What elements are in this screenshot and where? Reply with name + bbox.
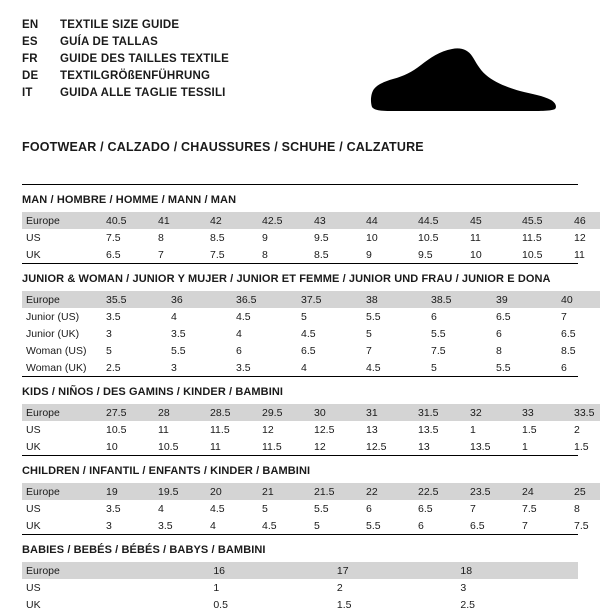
section-title: BABIES / BEBÉS / BÉBÉS / BABYS / BAMBINI bbox=[22, 544, 266, 556]
size-cell: 4 bbox=[301, 361, 307, 374]
row-label: Woman (UK) bbox=[26, 361, 87, 374]
size-cell: 29.5 bbox=[256, 404, 308, 421]
language-title: GUÍA DE TALLAS bbox=[60, 36, 158, 48]
page-header bbox=[22, 18, 578, 126]
dress-shoe-icon bbox=[350, 34, 570, 126]
language-code: EN bbox=[22, 19, 39, 31]
table-row bbox=[22, 342, 600, 359]
size-cell: 12 bbox=[314, 440, 326, 453]
size-cell: 33.5 bbox=[568, 404, 600, 421]
size-cell: 5 bbox=[106, 344, 112, 357]
size-cell: 6 bbox=[496, 327, 502, 340]
size-cell: 5 bbox=[431, 361, 437, 374]
size-cell: 19 bbox=[100, 483, 152, 500]
table-row bbox=[22, 212, 600, 229]
size-cell: 12.5 bbox=[314, 423, 335, 436]
row-label: Europe bbox=[22, 562, 207, 579]
size-cell: 6 bbox=[418, 519, 424, 532]
size-cell: 4.5 bbox=[262, 519, 277, 532]
size-tables bbox=[22, 184, 595, 613]
language-title: GUIDE DES TAILLES TEXTILE bbox=[60, 53, 229, 65]
size-cell: 7.5 bbox=[522, 502, 537, 515]
size-cell: 41 bbox=[152, 212, 204, 229]
size-cell: 8.5 bbox=[210, 231, 225, 244]
size-cell: 20 bbox=[204, 483, 256, 500]
size-cell: 7 bbox=[366, 344, 372, 357]
size-cell: 3 bbox=[106, 519, 112, 532]
size-cell: 4.5 bbox=[236, 310, 251, 323]
language-code: FR bbox=[22, 53, 38, 65]
size-cell: 3 bbox=[171, 361, 177, 374]
size-cell: 4 bbox=[171, 310, 177, 323]
size-cell: 30 bbox=[308, 404, 360, 421]
size-cell: 17 bbox=[331, 562, 455, 579]
size-cell: 3.5 bbox=[106, 310, 121, 323]
table-row bbox=[22, 404, 600, 421]
size-cell: 13 bbox=[366, 423, 378, 436]
language-title: GUIDA ALLE TAGLIE TESSILI bbox=[60, 87, 226, 99]
section-title: MAN / HOMBRE / HOMME / MANN / MAN bbox=[22, 194, 237, 206]
size-cell: 5.5 bbox=[431, 327, 446, 340]
size-cell: 21.5 bbox=[308, 483, 360, 500]
size-cell: 4.5 bbox=[366, 361, 381, 374]
table-row bbox=[22, 517, 600, 534]
row-label: US bbox=[26, 502, 41, 515]
size-cell: 6 bbox=[366, 502, 372, 515]
table-row bbox=[22, 421, 600, 438]
section-title: KIDS / NIÑOS / DES GAMINS / KINDER / BAMBINI bbox=[22, 386, 284, 398]
size-cell: 5.5 bbox=[314, 502, 329, 515]
size-cell: 10.5 bbox=[106, 423, 127, 436]
size-cell: 31 bbox=[360, 404, 412, 421]
table-row bbox=[22, 325, 600, 342]
size-cell: 9.5 bbox=[418, 248, 433, 261]
row-label: Europe bbox=[22, 483, 100, 500]
size-cell: 7.5 bbox=[106, 231, 121, 244]
size-cell: 24 bbox=[516, 483, 568, 500]
page-title: FOOTWEAR / CALZADO / CHAUSSURES / SCHUHE / CALZATURE bbox=[22, 140, 424, 154]
size-cell: 3.5 bbox=[158, 519, 173, 532]
size-cell: 38.5 bbox=[425, 291, 490, 308]
table-row bbox=[22, 500, 600, 517]
size-cell: 4 bbox=[236, 327, 242, 340]
size-cell: 45 bbox=[464, 212, 516, 229]
size-cell: 16 bbox=[207, 562, 331, 579]
size-cell: 5 bbox=[314, 519, 320, 532]
language-row bbox=[22, 52, 229, 67]
size-cell: 1 bbox=[213, 581, 220, 594]
size-cell: 23.5 bbox=[464, 483, 516, 500]
size-cell: 22 bbox=[360, 483, 412, 500]
size-cell: 7.5 bbox=[210, 248, 225, 261]
size-cell: 1.5 bbox=[574, 440, 589, 453]
size-cell: 22.5 bbox=[412, 483, 464, 500]
size-cell: 39 bbox=[490, 291, 555, 308]
size-cell: 8 bbox=[262, 248, 268, 261]
row-label: UK bbox=[26, 519, 41, 532]
size-cell: 19.5 bbox=[152, 483, 204, 500]
row-label: Europe bbox=[22, 404, 100, 421]
size-cell: 2 bbox=[336, 581, 343, 594]
size-cell: 8 bbox=[574, 502, 580, 515]
row-label: UK bbox=[26, 248, 41, 261]
size-cell: 7 bbox=[522, 519, 528, 532]
size-table bbox=[22, 212, 600, 263]
size-table bbox=[22, 291, 600, 376]
size-cell: 42.5 bbox=[256, 212, 308, 229]
size-cell: 36 bbox=[165, 291, 230, 308]
size-cell: 31.5 bbox=[412, 404, 464, 421]
size-cell: 28 bbox=[152, 404, 204, 421]
size-cell: 7 bbox=[561, 310, 567, 323]
size-cell: 11 bbox=[158, 423, 169, 436]
size-cell: 10.5 bbox=[158, 440, 179, 453]
size-cell: 33 bbox=[516, 404, 568, 421]
language-code: DE bbox=[22, 70, 39, 82]
size-cell: 11 bbox=[574, 248, 585, 261]
table-row bbox=[22, 291, 600, 308]
language-title: TEXTILE SIZE GUIDE bbox=[60, 19, 180, 31]
size-cell: 6 bbox=[561, 361, 567, 374]
row-label: UK bbox=[26, 598, 41, 611]
language-row bbox=[22, 69, 229, 84]
size-cell: 13.5 bbox=[470, 440, 491, 453]
size-cell: 3.5 bbox=[171, 327, 186, 340]
size-cell: 7 bbox=[158, 248, 164, 261]
size-cell: 3 bbox=[460, 581, 467, 594]
row-label: US bbox=[26, 423, 41, 436]
size-cell: 3 bbox=[106, 327, 112, 340]
size-section bbox=[22, 184, 586, 263]
size-cell: 10 bbox=[106, 440, 118, 453]
size-cell: 11 bbox=[470, 231, 481, 244]
size-cell: 6 bbox=[431, 310, 437, 323]
size-cell: 6.5 bbox=[106, 248, 121, 261]
table-row bbox=[22, 438, 600, 455]
table-row bbox=[22, 229, 600, 246]
size-cell: 11.5 bbox=[262, 440, 282, 453]
size-cell: 1 bbox=[470, 423, 476, 436]
size-cell: 12 bbox=[574, 231, 586, 244]
size-cell: 1.5 bbox=[522, 423, 537, 436]
size-cell: 5.5 bbox=[171, 344, 186, 357]
size-section bbox=[22, 263, 578, 376]
size-cell: 9.5 bbox=[314, 231, 329, 244]
size-cell: 27.5 bbox=[100, 404, 152, 421]
row-label: Europe bbox=[22, 291, 100, 308]
size-cell: 11 bbox=[210, 440, 221, 453]
size-section bbox=[22, 376, 595, 455]
size-cell: 2 bbox=[574, 423, 580, 436]
size-cell: 0.5 bbox=[213, 598, 228, 611]
language-title-list bbox=[22, 18, 229, 101]
size-cell: 12.5 bbox=[366, 440, 387, 453]
size-cell: 44 bbox=[360, 212, 412, 229]
size-cell: 40 bbox=[555, 291, 600, 308]
table-row bbox=[22, 562, 578, 579]
size-cell: 42 bbox=[204, 212, 256, 229]
size-cell: 9 bbox=[366, 248, 372, 261]
language-row bbox=[22, 35, 229, 50]
size-table bbox=[22, 483, 600, 534]
size-cell: 18 bbox=[454, 562, 578, 579]
size-section bbox=[22, 455, 589, 534]
size-cell: 8 bbox=[158, 231, 164, 244]
row-label: Woman (US) bbox=[26, 344, 87, 357]
language-code: IT bbox=[22, 87, 33, 99]
size-cell: 44.5 bbox=[412, 212, 464, 229]
size-cell: 36.5 bbox=[230, 291, 295, 308]
row-label: US bbox=[26, 581, 41, 594]
row-label: UK bbox=[26, 440, 41, 453]
size-cell: 6.5 bbox=[496, 310, 511, 323]
size-cell: 12 bbox=[262, 423, 274, 436]
size-cell: 13 bbox=[418, 440, 430, 453]
size-cell: 8.5 bbox=[561, 344, 576, 357]
section-title: CHILDREN / INFANTIL / ENFANTS / KINDER / BAMBINI bbox=[22, 465, 311, 477]
size-cell: 10.5 bbox=[418, 231, 439, 244]
size-cell: 10 bbox=[470, 248, 482, 261]
size-cell: 1 bbox=[522, 440, 528, 453]
size-cell: 6.5 bbox=[301, 344, 316, 357]
size-cell: 3.5 bbox=[236, 361, 251, 374]
size-cell: 4 bbox=[158, 502, 164, 515]
row-label: Junior (US) bbox=[26, 310, 80, 323]
size-cell: 7 bbox=[470, 502, 476, 515]
table-row bbox=[22, 596, 578, 613]
size-cell: 21 bbox=[256, 483, 308, 500]
size-cell: 28.5 bbox=[204, 404, 256, 421]
size-cell: 5.5 bbox=[496, 361, 511, 374]
size-cell: 10.5 bbox=[522, 248, 543, 261]
table-row bbox=[22, 308, 600, 325]
row-label: Europe bbox=[22, 212, 100, 229]
row-label: Junior (UK) bbox=[26, 327, 80, 340]
size-cell: 2.5 bbox=[106, 361, 121, 374]
size-cell: 2.5 bbox=[460, 598, 476, 611]
size-cell: 40.5 bbox=[100, 212, 152, 229]
size-cell: 8 bbox=[496, 344, 502, 357]
language-row bbox=[22, 86, 229, 101]
size-cell: 6 bbox=[236, 344, 242, 357]
section-title: JUNIOR & WOMAN / JUNIOR Y MUJER / JUNIOR ET FEMME / JUNIOR UND FRAU / JUNIOR E DONA bbox=[22, 273, 551, 285]
size-cell: 46 bbox=[568, 212, 600, 229]
table-row bbox=[22, 246, 600, 263]
size-cell: 5.5 bbox=[366, 519, 381, 532]
size-cell: 11.5 bbox=[210, 423, 230, 436]
size-cell: 25 bbox=[568, 483, 600, 500]
table-row bbox=[22, 359, 600, 376]
size-cell: 5 bbox=[366, 327, 372, 340]
size-cell: 45.5 bbox=[516, 212, 568, 229]
size-cell: 6.5 bbox=[418, 502, 433, 515]
size-cell: 7.5 bbox=[574, 519, 589, 532]
size-table bbox=[22, 404, 600, 455]
size-cell: 7.5 bbox=[431, 344, 446, 357]
size-cell: 43 bbox=[308, 212, 360, 229]
size-cell: 4.5 bbox=[301, 327, 316, 340]
size-cell: 13.5 bbox=[418, 423, 439, 436]
size-cell: 4 bbox=[210, 519, 216, 532]
language-row bbox=[22, 18, 229, 33]
table-row bbox=[22, 483, 600, 500]
size-cell: 11.5 bbox=[522, 231, 542, 244]
size-cell: 32 bbox=[464, 404, 516, 421]
size-cell: 10 bbox=[366, 231, 378, 244]
language-title: TEXTILGRÖßENFÜHRUNG bbox=[60, 70, 211, 82]
size-cell: 5 bbox=[262, 502, 268, 515]
row-label: US bbox=[26, 231, 41, 244]
size-cell: 38 bbox=[360, 291, 425, 308]
table-row bbox=[22, 579, 578, 596]
size-cell: 37.5 bbox=[295, 291, 360, 308]
size-cell: 6.5 bbox=[561, 327, 576, 340]
size-table bbox=[22, 562, 578, 613]
size-cell: 4.5 bbox=[210, 502, 225, 515]
size-cell: 8.5 bbox=[314, 248, 329, 261]
language-code: ES bbox=[22, 36, 38, 48]
size-cell: 1.5 bbox=[336, 598, 352, 611]
size-section bbox=[22, 534, 578, 613]
size-cell: 35.5 bbox=[100, 291, 165, 308]
size-cell: 3.5 bbox=[106, 502, 121, 515]
size-cell: 5.5 bbox=[366, 310, 381, 323]
size-cell: 6.5 bbox=[470, 519, 485, 532]
size-cell: 9 bbox=[262, 231, 268, 244]
size-cell: 5 bbox=[301, 310, 307, 323]
